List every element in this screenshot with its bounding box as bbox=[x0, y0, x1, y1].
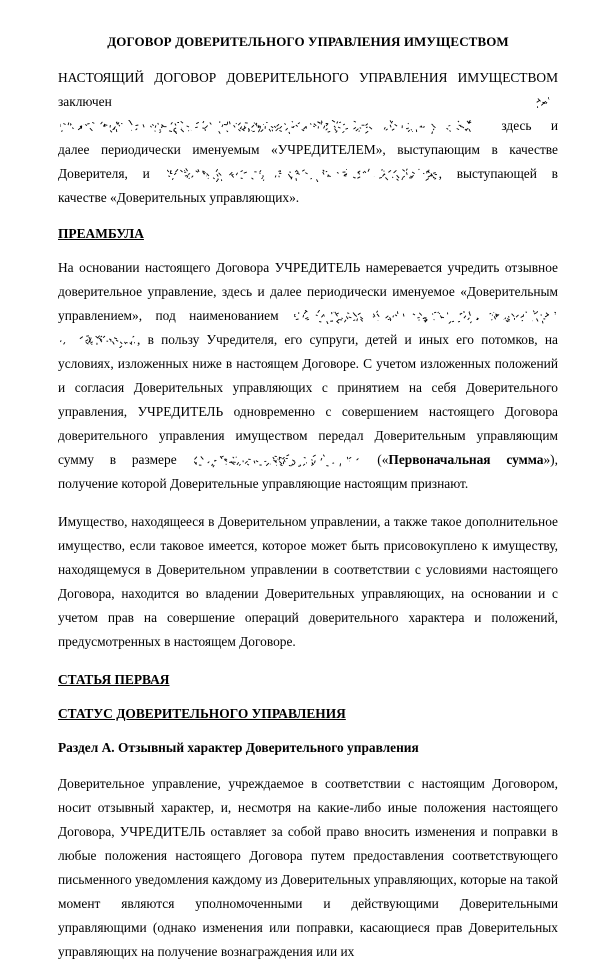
redacted-text bbox=[167, 168, 437, 182]
redacted-text bbox=[60, 120, 480, 134]
preamble-text-1: На основании настоящего Договора УЧРЕДИТЕЛЬ намеревается учредить отзывное доверительное управление, здесь и далее периодически именуемое «Доверительным управлением», под наименованием bbox=[58, 260, 558, 323]
redacted-text bbox=[60, 334, 135, 348]
preamble-paragraph-1 bbox=[58, 256, 558, 496]
intro-text-3: , выступающей в качестве «Доверительных управляющих». bbox=[58, 166, 558, 205]
preamble-open: (« bbox=[377, 452, 389, 467]
intro-paragraph bbox=[58, 66, 558, 210]
preamble-text-2: , в пользу Учредителя, его супруги, детей и иных его потомков, на условиях, изложенных ниже в настоящем Договоре. С учетом изложенных положений и согласия Доверительных управляющих с принятием на себя Доверительного управления, УЧРЕДИТЕЛЬ одновременно с совершением настоящего Договора доверительного управления имуществом передал Доверительным управляющим сумму в размере bbox=[58, 332, 558, 467]
section-a-title: Раздел А. Отзывный характер Доверительного управления bbox=[58, 740, 419, 755]
preamble-heading: ПРЕАМБУЛА bbox=[58, 226, 144, 241]
redacted-text bbox=[194, 454, 359, 468]
preamble-paragraph-2: Имущество, находящееся в Доверительном управлении, а также такое дополнительное имущество, если таковое имеется, которое может быть присовокуплено к имуществу, находящемуся в Доверительном управлении в соответствии с условиями настоящего Договора, находится во владении Доверительных управляющих, на основании и с учетом прав на совершение операций доверительного характера и положений, предусмотренных в настоящем Договоре. bbox=[58, 514, 558, 649]
document-body bbox=[58, 30, 558, 964]
article-one-subheading: СТАТУС ДОВЕРИТЕЛЬНОГО УПРАВЛЕНИЯ bbox=[58, 706, 346, 721]
preamble-close: »), получение которой Доверительные управляющие настоящим признают. bbox=[58, 452, 558, 491]
initial-amount-term: Первоначальная сумма bbox=[388, 452, 544, 467]
intro-text-1: НАСТОЯЩИЙ ДОГОВОР ДОВЕРИТЕЛЬНОГО УПРАВЛЕНИЯ ИМУЩЕСТВОМ заключен bbox=[58, 70, 558, 109]
redacted-text bbox=[294, 310, 556, 324]
intro-text-2: здесь и далее периодически именуемым «УЧРЕДИТЕЛЕМ», выступающим в качестве Доверителя, и bbox=[58, 118, 558, 181]
redacted-text bbox=[534, 96, 556, 110]
section-a-text: Доверительное управление, учреждаемое в соответствии с настоящим Договором, носит отзывный характер, и, несмотря на какие-либо иные положения настоящего Договора, УЧРЕДИТЕЛЬ оставляет за собой право вносить изменения и поправки в любые положения настоящего Договора путем предоставления соответствующего письменного уведомления каждому из Доверительных управляющих, которые на такой момент являются уполномоченными и действующими Доверительными управляющими (однако изменения или поправки, касающиеся прав Доверительных управляющих на получение вознаграждения или их bbox=[58, 776, 558, 959]
article-one-heading: СТАТЬЯ ПЕРВАЯ bbox=[58, 672, 170, 687]
document-title: ДОГОВОР ДОВЕРИТЕЛЬНОГО УПРАВЛЕНИЯ ИМУЩЕСТВОМ bbox=[107, 34, 509, 49]
